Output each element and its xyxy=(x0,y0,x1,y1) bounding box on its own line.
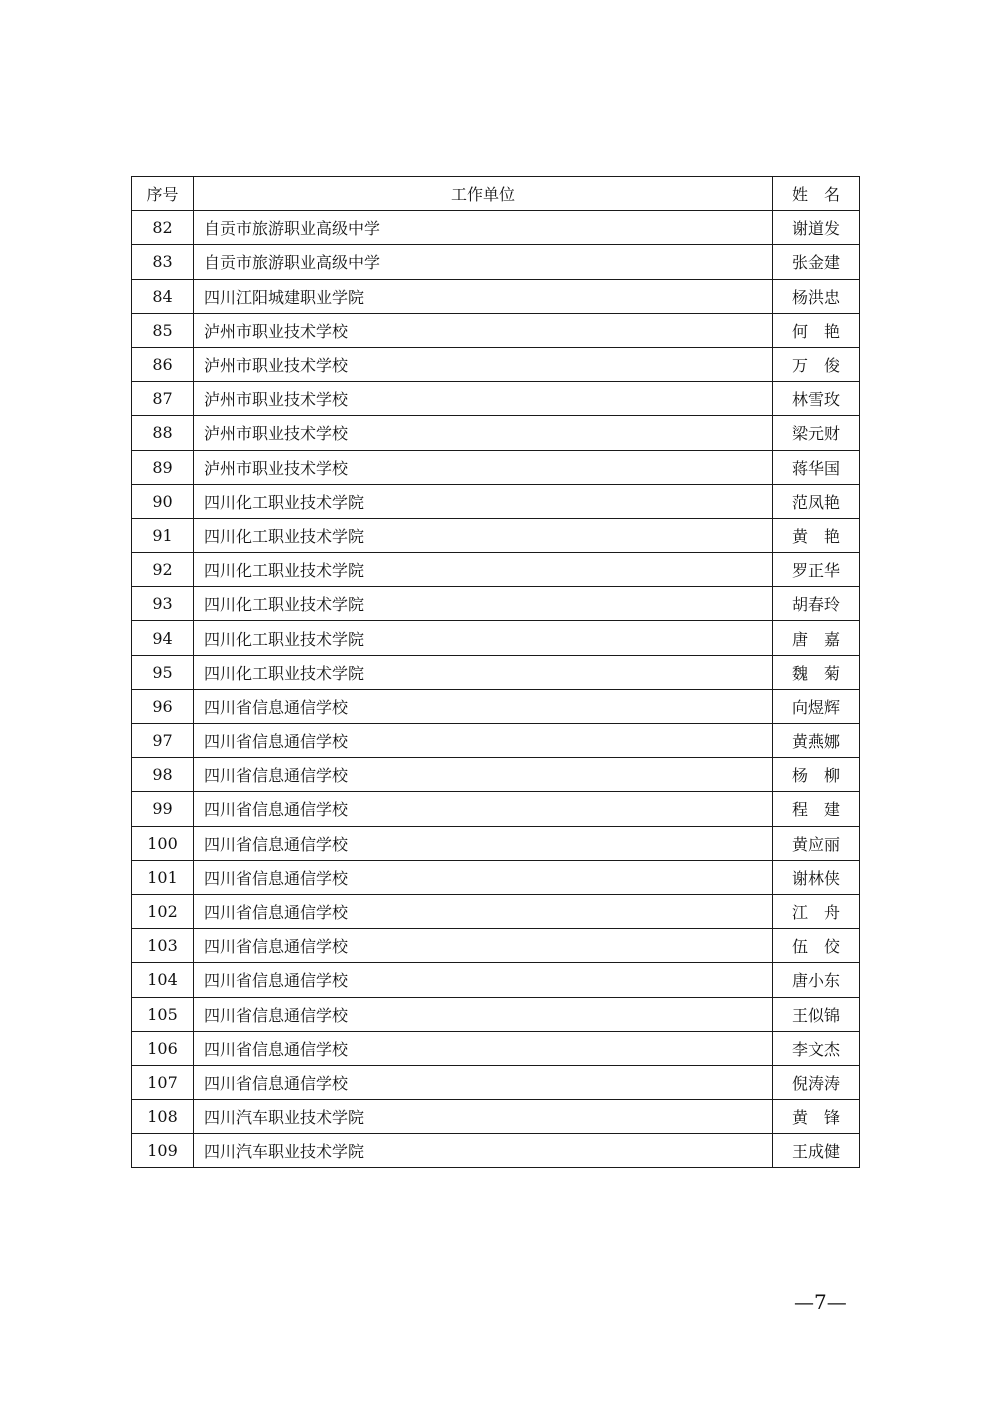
row-unit-cell: 四川江阳城建职业学院 xyxy=(194,279,773,313)
row-unit-cell: 四川省信息通信学校 xyxy=(194,826,773,860)
row-unit-cell: 四川省信息通信学校 xyxy=(194,860,773,894)
table-row xyxy=(132,416,860,450)
row-number-cell: 82 xyxy=(132,211,194,245)
row-number-cell: 105 xyxy=(132,997,194,1031)
row-number-cell: 96 xyxy=(132,689,194,723)
row-name-cell: 程 建 xyxy=(773,792,860,826)
table-row xyxy=(132,689,860,723)
table-row xyxy=(132,758,860,792)
row-name-cell: 黄应丽 xyxy=(773,826,860,860)
row-unit-cell: 自贡市旅游职业高级中学 xyxy=(194,211,773,245)
row-name-cell: 谢林侠 xyxy=(773,860,860,894)
row-unit-cell: 四川省信息通信学校 xyxy=(194,929,773,963)
row-unit-cell: 泸州市职业技术学校 xyxy=(194,416,773,450)
row-number-cell: 104 xyxy=(132,963,194,997)
row-unit-cell: 四川化工职业技术学院 xyxy=(194,587,773,621)
row-unit-cell: 四川省信息通信学校 xyxy=(194,792,773,826)
row-name-cell: 梁元财 xyxy=(773,416,860,450)
row-number-cell: 94 xyxy=(132,621,194,655)
row-unit-cell: 自贡市旅游职业高级中学 xyxy=(194,245,773,279)
row-unit-cell: 四川化工职业技术学院 xyxy=(194,553,773,587)
row-number-cell: 93 xyxy=(132,587,194,621)
row-name-cell: 胡春玲 xyxy=(773,587,860,621)
row-unit-cell: 四川汽车职业技术学院 xyxy=(194,1100,773,1134)
row-name-cell: 何 艳 xyxy=(773,313,860,347)
row-number-cell: 85 xyxy=(132,313,194,347)
table-row xyxy=(132,792,860,826)
row-name-cell: 黄燕娜 xyxy=(773,724,860,758)
row-unit-cell: 四川省信息通信学校 xyxy=(194,724,773,758)
row-name-cell: 伍 佼 xyxy=(773,929,860,963)
row-unit-cell: 四川省信息通信学校 xyxy=(194,689,773,723)
row-number-cell: 97 xyxy=(132,724,194,758)
row-name-cell: 万 俊 xyxy=(773,347,860,381)
row-number-cell: 109 xyxy=(132,1134,194,1168)
row-name-cell: 江 舟 xyxy=(773,894,860,928)
row-number-cell: 91 xyxy=(132,518,194,552)
row-name-cell: 范凤艳 xyxy=(773,484,860,518)
row-number-cell: 99 xyxy=(132,792,194,826)
row-name-cell: 向煜辉 xyxy=(773,689,860,723)
row-number-cell: 107 xyxy=(132,1065,194,1099)
row-number-cell: 106 xyxy=(132,1031,194,1065)
table-row xyxy=(132,724,860,758)
row-number-cell: 92 xyxy=(132,553,194,587)
table-row xyxy=(132,1065,860,1099)
row-number-cell: 108 xyxy=(132,1100,194,1134)
row-number-cell: 102 xyxy=(132,894,194,928)
row-number-cell: 95 xyxy=(132,655,194,689)
row-number-cell: 101 xyxy=(132,860,194,894)
table-row xyxy=(132,587,860,621)
table-body xyxy=(132,211,860,1168)
row-unit-cell: 四川汽车职业技术学院 xyxy=(194,1134,773,1168)
table-row xyxy=(132,894,860,928)
personnel-table xyxy=(131,176,860,1168)
row-number-cell: 83 xyxy=(132,245,194,279)
row-name-cell: 魏 菊 xyxy=(773,655,860,689)
row-name-cell: 杨洪忠 xyxy=(773,279,860,313)
row-name-cell: 谢道发 xyxy=(773,211,860,245)
row-unit-cell: 泸州市职业技术学校 xyxy=(194,450,773,484)
row-number-cell: 98 xyxy=(132,758,194,792)
row-unit-cell: 四川化工职业技术学院 xyxy=(194,621,773,655)
table-row xyxy=(132,929,860,963)
row-name-cell: 林雪玫 xyxy=(773,382,860,416)
row-unit-cell: 泸州市职业技术学校 xyxy=(194,313,773,347)
row-name-cell: 李文杰 xyxy=(773,1031,860,1065)
table-row xyxy=(132,382,860,416)
row-number-cell: 87 xyxy=(132,382,194,416)
row-name-cell: 倪涛涛 xyxy=(773,1065,860,1099)
header-unit: 工作单位 xyxy=(194,177,773,211)
header-name: 姓 名 xyxy=(773,177,860,211)
row-unit-cell: 四川省信息通信学校 xyxy=(194,997,773,1031)
row-unit-cell: 四川省信息通信学校 xyxy=(194,894,773,928)
row-name-cell: 杨 柳 xyxy=(773,758,860,792)
row-unit-cell: 四川省信息通信学校 xyxy=(194,758,773,792)
table-row xyxy=(132,1031,860,1065)
row-number-cell: 103 xyxy=(132,929,194,963)
table-row xyxy=(132,450,860,484)
table-row xyxy=(132,621,860,655)
row-unit-cell: 泸州市职业技术学校 xyxy=(194,382,773,416)
row-name-cell: 王成健 xyxy=(773,1134,860,1168)
header-number: 序号 xyxy=(132,177,194,211)
row-number-cell: 88 xyxy=(132,416,194,450)
page-number: —7— xyxy=(794,1290,847,1314)
row-unit-cell: 四川省信息通信学校 xyxy=(194,1031,773,1065)
table-row xyxy=(132,245,860,279)
row-unit-cell: 四川化工职业技术学院 xyxy=(194,655,773,689)
row-number-cell: 89 xyxy=(132,450,194,484)
table-row xyxy=(132,279,860,313)
table-row xyxy=(132,963,860,997)
row-number-cell: 84 xyxy=(132,279,194,313)
row-number-cell: 100 xyxy=(132,826,194,860)
row-number-cell: 86 xyxy=(132,347,194,381)
table-row xyxy=(132,211,860,245)
table-row xyxy=(132,826,860,860)
row-name-cell: 黄 艳 xyxy=(773,518,860,552)
row-unit-cell: 泸州市职业技术学校 xyxy=(194,347,773,381)
row-unit-cell: 四川化工职业技术学院 xyxy=(194,484,773,518)
table-row xyxy=(132,1100,860,1134)
row-name-cell: 蒋华国 xyxy=(773,450,860,484)
row-unit-cell: 四川省信息通信学校 xyxy=(194,963,773,997)
table-row xyxy=(132,860,860,894)
table-row xyxy=(132,997,860,1031)
table-row xyxy=(132,347,860,381)
row-number-cell: 90 xyxy=(132,484,194,518)
table-row xyxy=(132,518,860,552)
row-unit-cell: 四川化工职业技术学院 xyxy=(194,518,773,552)
table-header-row xyxy=(132,177,860,211)
row-name-cell: 王似锦 xyxy=(773,997,860,1031)
table-row xyxy=(132,313,860,347)
row-name-cell: 黄 锋 xyxy=(773,1100,860,1134)
table-row xyxy=(132,655,860,689)
row-name-cell: 张金建 xyxy=(773,245,860,279)
row-name-cell: 罗正华 xyxy=(773,553,860,587)
row-name-cell: 唐 嘉 xyxy=(773,621,860,655)
table-row xyxy=(132,553,860,587)
table-row xyxy=(132,484,860,518)
row-unit-cell: 四川省信息通信学校 xyxy=(194,1065,773,1099)
row-name-cell: 唐小东 xyxy=(773,963,860,997)
table-row xyxy=(132,1134,860,1168)
